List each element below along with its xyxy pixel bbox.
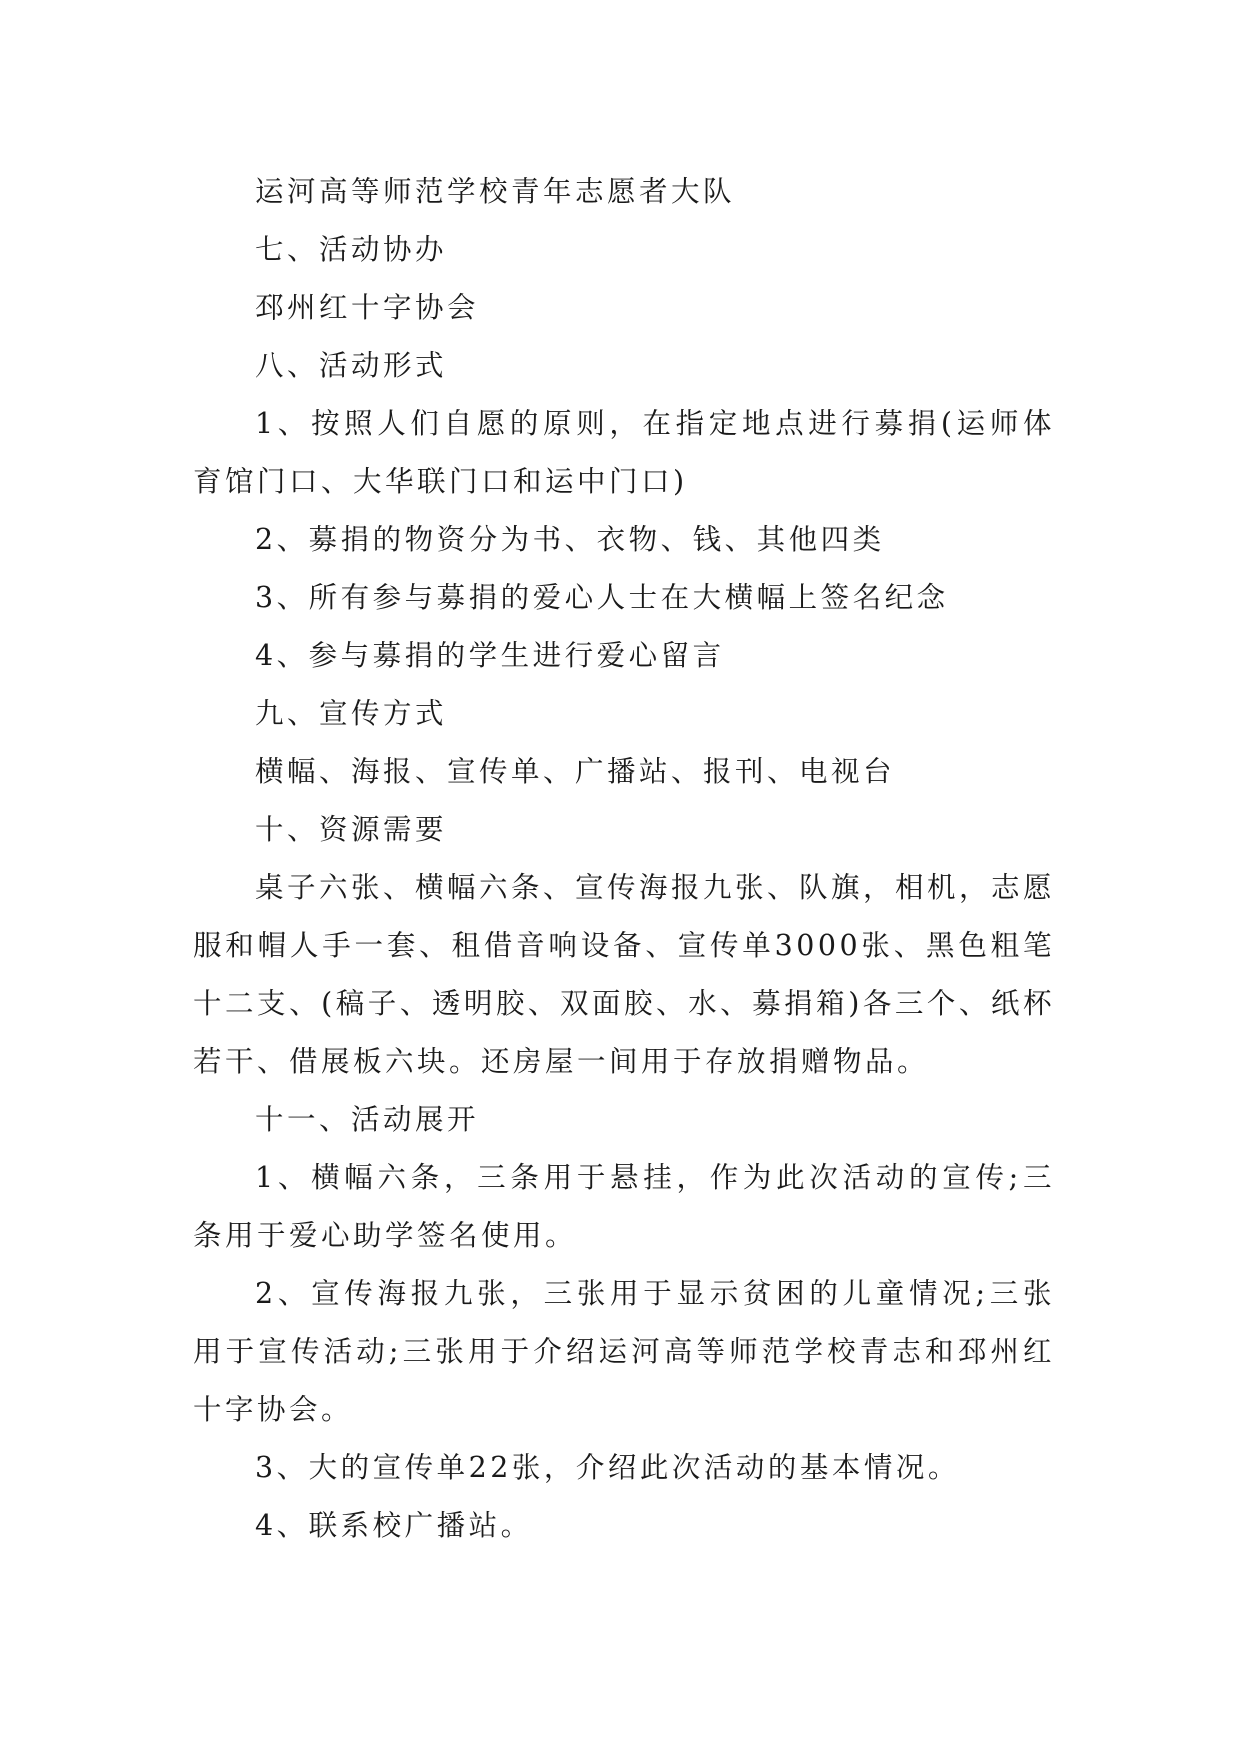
paragraph-form-item-2: 2、募捐的物资分为书、衣物、钱、其他四类	[255, 523, 885, 556]
paragraph-organizer: 运河高等师范学校青年志愿者大队	[255, 175, 736, 208]
document-body	[193, 163, 1055, 1555]
paragraph-step-1: 1、横幅六条，三条用于悬挂，作为此次活动的宣传;三条用于爱心助学签名使用。	[193, 1161, 1055, 1252]
heading-activity-steps: 十一、活动展开	[255, 1103, 480, 1136]
paragraph-form-item-3: 3、所有参与募捐的爱心人士在大横幅上签名纪念	[255, 581, 949, 614]
paragraph-resources: 桌子六张、横幅六条、宣传海报九张、队旗，相机，志愿服和帽人手一套、租借音响设备、宣传单3000张、黑色粗笔十二支、(稿子、透明胶、双面胶、水、募捐箱)各三个、纸杯若干、借展板六块。还房屋一间用于存放捐赠物品。	[193, 871, 1056, 1078]
paragraph-form-item-1: 1、按照人们自愿的原则，在指定地点进行募捐(运师体育馆门口、大华联门口和运中门口)	[193, 407, 1055, 498]
paragraph-step-4: 4、联系校广播站。	[255, 1509, 533, 1542]
heading-co-organizer: 七、活动协办	[255, 233, 448, 266]
heading-resources: 十、资源需要	[255, 813, 448, 846]
paragraph-step-2: 2、宣传海报九张，三张用于显示贫困的儿童情况;三张用于宣传活动;三张用于介绍运河高等师范学校青志和邳州红十字协会。	[193, 1277, 1055, 1426]
heading-publicity: 九、宣传方式	[255, 697, 448, 730]
paragraph-step-3: 3、大的宣传单22张，介绍此次活动的基本情况。	[255, 1451, 960, 1484]
paragraph-form-item-4: 4、参与募捐的学生进行爱心留言	[255, 639, 725, 672]
paragraph-co-organizer: 邳州红十字协会	[255, 291, 480, 324]
heading-activity-form: 八、活动形式	[255, 349, 448, 382]
paragraph-publicity: 横幅、海报、宣传单、广播站、报刊、电视台	[255, 755, 896, 788]
